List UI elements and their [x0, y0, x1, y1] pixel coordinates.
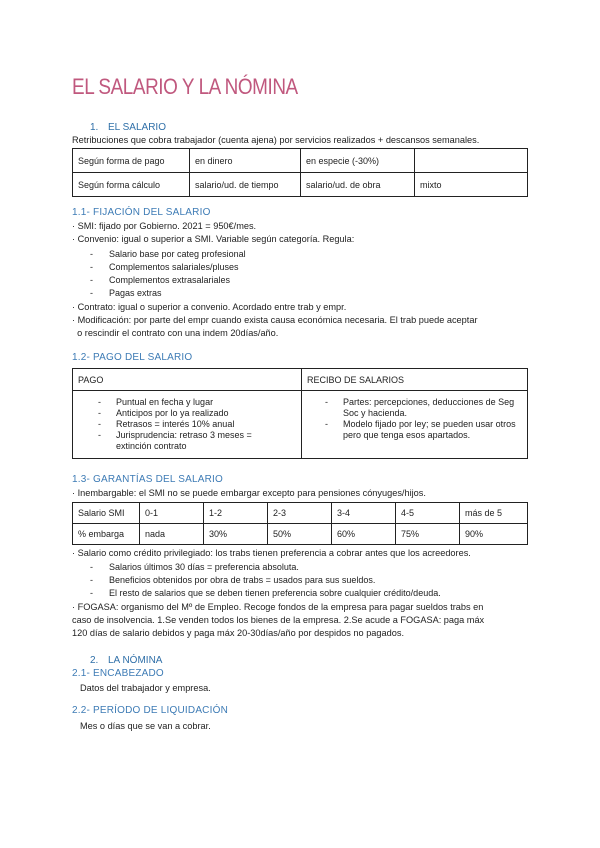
text-line: · SMI: fijado por Gobierno. 2021 = 950€/mes.: [72, 221, 257, 231]
list-item: - Anticipos por lo ya realizado: [98, 408, 229, 418]
table-cell: 4-5: [396, 503, 460, 524]
list-item: - Jurisprudencia: retraso 3 meses =: [98, 430, 252, 440]
list-item-text: Beneficios obtenidos por obra de trabs = usados para sus sueldos.: [109, 575, 376, 585]
text-line: 120 días de salario debidos y paga máx 20-30días/año por despidos no pagados.: [72, 628, 405, 638]
section-title: EL SALARIO: [108, 122, 166, 133]
list-item-text: Retrasos = interés 10% anual: [116, 419, 235, 429]
table-cell: 2-3: [268, 503, 332, 524]
table-cell: 0-1: [140, 503, 204, 524]
payment-table: [72, 368, 528, 459]
text-line: · Inembargable: el SMI no se puede embargar excepto para pensiones cónyuges/hijos.: [72, 488, 426, 498]
list-item-continuation: [325, 430, 522, 441]
payment-form-table: [72, 148, 528, 197]
text-line: caso de insolvencia. 1.Se venden todos los bienes de la empresa. 2.Se acude a FOGASA: paga máx: [72, 615, 485, 625]
table-cell: nada: [140, 524, 204, 545]
list-item: - Pagas extras: [90, 288, 162, 298]
section-1-heading: [90, 122, 166, 133]
table-cell: 3-4: [332, 503, 396, 524]
table-row: [73, 524, 528, 545]
subsection-1-2-heading: 1.2- PAGO DEL SALARIO: [72, 352, 193, 363]
text-line: · Modificación: por parte del empr cuando exista causa económica necesaria. El trab puede aceptar: [72, 315, 478, 325]
table-cell: 30%: [204, 524, 268, 545]
table-cell: 50%: [268, 524, 332, 545]
subsection-2-1-heading: 2.1- ENCABEZADO: [72, 668, 164, 679]
table-cell: 90%: [460, 524, 528, 545]
table-header: PAGO: [73, 369, 302, 391]
list-item-text: pero que tenga esos apartados.: [343, 430, 471, 440]
list-item-text: extinción contrato: [116, 441, 187, 451]
text-line: · Salario como crédito privilegiado: los trabs tienen preferencia a cobrar antes que los acreedores.: [72, 548, 471, 558]
table-cell: mixto: [415, 173, 528, 197]
list-item: - Complementos extrasalariales: [90, 275, 231, 285]
section-2-heading: [90, 655, 162, 666]
text-line: · Convenio: igual o superior a SMI. Variable según categoría. Regula:: [72, 234, 355, 244]
section-title: LA NÓMINA: [108, 655, 163, 666]
table-row: [73, 503, 528, 524]
table-cell: [415, 149, 528, 173]
table-cell: Según forma cálculo: [73, 173, 190, 197]
table-row: [73, 149, 528, 173]
list-item-text: Pagas extras: [109, 288, 162, 298]
list-item-text: Complementos extrasalariales: [109, 275, 231, 285]
table-cell: en especie (-30%): [301, 149, 415, 173]
table-cell: Según forma de pago: [73, 149, 190, 173]
subsection-2-2-heading: 2.2- PERÍODO DE LIQUIDACIÓN: [72, 705, 228, 716]
section-number: 2.: [90, 655, 99, 666]
list-item: - Salarios últimos 30 días = preferencia absoluta.: [90, 562, 299, 572]
table-cell: 75%: [396, 524, 460, 545]
list-item: - Partes: percepciones, deducciones de Seg: [325, 397, 515, 407]
text-line: o rescindir el contrato con una indem 20días/año.: [72, 328, 279, 338]
text-line: · Contrato: igual o superior a convenio. Acordado entre trab y empr.: [72, 302, 347, 312]
table-row: [73, 391, 528, 459]
text-line: · FOGASA: organismo del Mº de Empleo. Recoge fondos de la empresa para pagar sueldos trabs en: [72, 602, 484, 612]
table-cell: más de 5: [460, 503, 528, 524]
list-item: - Retrasos = interés 10% anual: [98, 419, 235, 429]
list-item: - Puntual en fecha y lugar: [98, 397, 214, 407]
table-cell: % embarga: [73, 524, 140, 545]
list-item: - Beneficios obtenidos por obra de trabs = usados para sus sueldos.: [90, 575, 376, 585]
section-1-intro: Retribuciones que cobra trabajador (cuenta ajena) por servicios realizados + descansos semanales.: [72, 135, 480, 145]
list-item: - Modelo fijado por ley; se pueden usar otros: [325, 419, 516, 429]
list-item-text: Anticipos por lo ya realizado: [116, 408, 229, 418]
list-item-text: El resto de salarios que se deben tienen preferencia sobre cualquier crédito/deuda.: [109, 588, 441, 598]
subsection-1-1-heading: 1.1- FIJACIÓN DEL SALARIO: [72, 207, 211, 218]
table-header: RECIBO DE SALARIOS: [302, 369, 528, 391]
table-cell: 60%: [332, 524, 396, 545]
subsection-1-3-heading: 1.3- GARANTÍAS DEL SALARIO: [72, 474, 223, 485]
list-item: - Salario base por categ profesional: [90, 249, 246, 259]
list-item: - Complementos salariales/pluses: [90, 262, 239, 272]
list-item-text: Modelo fijado por ley; se pueden usar otros: [343, 419, 516, 429]
table-cell: salario/ud. de obra: [301, 173, 415, 197]
list-item-text: Puntual en fecha y lugar: [116, 397, 214, 407]
table-cell: [73, 391, 302, 459]
table-row: [73, 369, 528, 391]
table-cell: salario/ud. de tiempo: [190, 173, 301, 197]
section-number: 1.: [90, 122, 99, 133]
list-item-text: Complementos salariales/pluses: [109, 262, 239, 272]
table-row: [73, 173, 528, 197]
list-item-text: Partes: percepciones, deducciones de Seg: [343, 397, 515, 407]
garnishment-table: [72, 502, 528, 545]
table-cell: Salario SMI: [73, 503, 140, 524]
list-item-text: Salarios últimos 30 días = preferencia absoluta.: [109, 562, 299, 572]
list-item: - El resto de salarios que se deben tienen preferencia sobre cualquier crédito/deuda.: [90, 588, 441, 598]
table-cell: en dinero: [190, 149, 301, 173]
list-item-continuation: [98, 441, 296, 452]
list-item-text: Soc y hacienda.: [343, 408, 408, 418]
text-line: Mes o días que se van a cobrar.: [80, 721, 211, 731]
table-cell: 1-2: [204, 503, 268, 524]
list-item-text: Salario base por categ profesional: [109, 249, 246, 259]
text-line: Datos del trabajador y empresa.: [80, 683, 211, 693]
list-item-text: Jurisprudencia: retraso 3 meses =: [116, 430, 252, 440]
table-cell: [302, 391, 528, 459]
list-item-continuation: [325, 408, 522, 419]
page-title: EL SALARIO Y LA NÓMINA: [72, 74, 298, 99]
